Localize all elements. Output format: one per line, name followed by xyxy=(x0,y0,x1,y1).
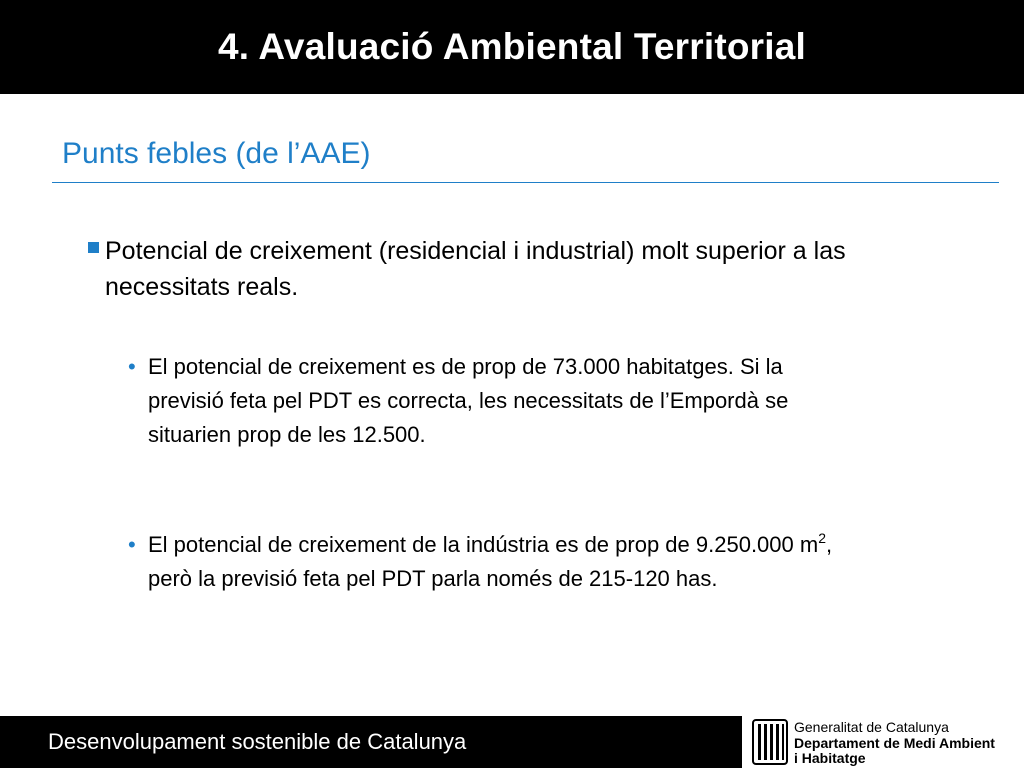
industry-text-part2: , però la previsió feta pel PDT parla només de 215-120 has. xyxy=(148,532,833,591)
slide-footer xyxy=(0,716,742,768)
sub-bullet-housing xyxy=(128,350,858,452)
sub-bullet-industry-text xyxy=(128,528,858,596)
main-bullet-text: Potencial de creixement (residencial i industrial) molt superior a las necessitats reals. xyxy=(105,237,846,301)
slide-header xyxy=(0,0,1024,94)
footer-text: Desenvolupament sostenible de Catalunya xyxy=(48,729,467,754)
generalitat-emblem-icon xyxy=(752,718,788,766)
logo-line-3: i Habitatge xyxy=(794,750,866,766)
sub-bullet-industry xyxy=(128,528,858,596)
logo-line-1: Generalitat de Catalunya xyxy=(794,719,949,735)
subtitle-divider xyxy=(52,182,999,183)
dot-bullet-icon: • xyxy=(128,354,136,379)
dot-bullet-icon: • xyxy=(128,532,136,557)
square-bullet-icon xyxy=(88,242,99,253)
slide-title: 4. Avaluació Ambiental Territorial xyxy=(218,26,806,67)
main-bullet xyxy=(88,233,868,305)
logo-line-2: Departament de Medi Ambient xyxy=(794,735,995,751)
industry-text-part1: El potencial de creixement de la indústria es de prop de 9.250.000 m xyxy=(148,532,819,557)
generalitat-logo xyxy=(742,716,1024,768)
sub-bullet-housing-text: El potencial de creixement es de prop de 73.000 habitatges. Si la previsió feta pel PDT es correcta, les necessitats de l’Empordà se situarien prop de les 12.500. xyxy=(148,354,789,447)
superscript-2: 2 xyxy=(818,529,826,546)
section-subtitle: Punts febles (de l’AAE) xyxy=(62,137,371,170)
